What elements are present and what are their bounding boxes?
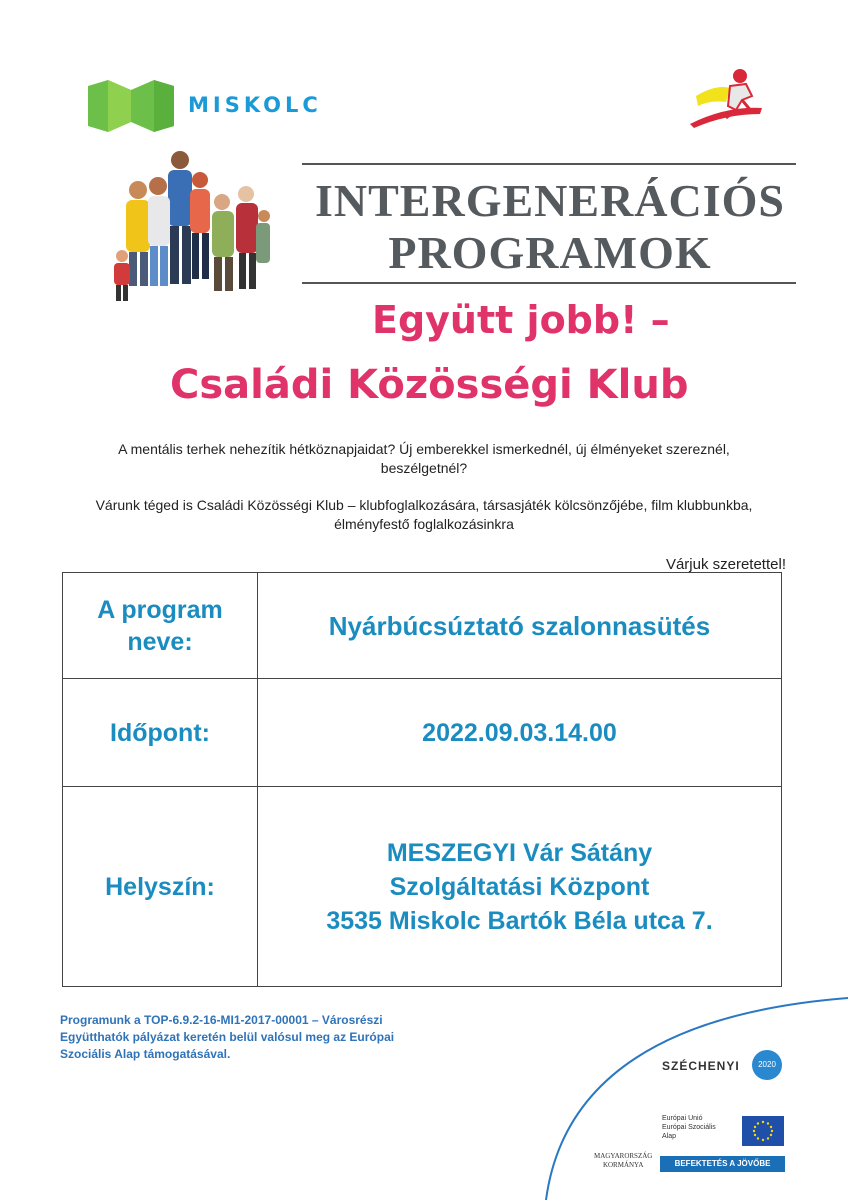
intro-paragraph-1-line-1: A mentális terhek nehezítik hétköznapjaidat? Új emberekkel ismerkednél, új élményeket szereznél, (118, 441, 730, 457)
program-name-label-line-2: neve: (127, 627, 193, 656)
date-label: Időpont: (63, 679, 258, 787)
footer-line-3: Szociális Alap támogatásával. (60, 1047, 231, 1061)
miskolc-logo-mark (86, 80, 176, 132)
family-illustration (104, 146, 272, 306)
eu-text-line-3: Alap (662, 1133, 677, 1140)
subtitle-line-1: Együtt jobb! – (372, 298, 670, 342)
footer-line-1: Programunk a TOP-6.9.2-16-MI1-2017-00001 – Városrészi (60, 1013, 383, 1027)
program-name-label (63, 573, 258, 679)
government-logo-text (594, 1152, 652, 1170)
subtitle-line-2: Családi Közösségi Klub (170, 362, 689, 408)
slogan-badge: BEFEKTETÉS A JÖVŐBE (660, 1156, 785, 1172)
eu-text-line-2: Európai Szociális (662, 1124, 716, 1131)
table-row (63, 787, 782, 987)
intro-paragraph-1-line-2: beszélgetnél? (380, 460, 468, 476)
gov-text-line-1: MAGYARORSZÁG (594, 1152, 653, 1160)
footer-line-2: Együtthatók pályázat keretén belül valósul meg az Európai (60, 1030, 395, 1044)
date-value: 2022.09.03.14.00 (258, 679, 782, 787)
location-label: Helyszín: (63, 787, 258, 987)
miskolc-logo-text: MISKOLC (188, 93, 322, 117)
program-name-label-line-1: A program (97, 595, 223, 624)
title-top-rule (302, 163, 796, 165)
title-line-2: PROGRAMOK (388, 227, 712, 278)
program-name-value: Nyárbúcsúztató szalonnasütés (258, 573, 782, 679)
location-value-line-2: Szolgáltatási Központ (389, 872, 650, 901)
eu-text-line-1: Európai Unió (662, 1115, 703, 1122)
gov-text-line-2: KORMÁNYA (602, 1161, 644, 1169)
eu-flag-icon (742, 1116, 784, 1146)
table-row (63, 573, 782, 679)
intro-paragraph-2 (60, 496, 788, 534)
title-bottom-rule (302, 282, 796, 284)
szechenyi-2020-badge: 2020 (752, 1050, 782, 1080)
intro-paragraph-2-line-1: Várunk téged is Családi Közösségi Klub – klubfoglalkozására, társasjáték kölcsönzőjébe, film klubbunkba, (95, 497, 753, 513)
club-logo-icon (686, 66, 766, 128)
closing-text: Várjuk szeretettel! (665, 556, 786, 573)
program-info-table (62, 572, 782, 987)
intro-paragraph-2-line-2: élményfestő foglalkozásinkra (334, 516, 514, 532)
szechenyi-logo-text: SZÉCHENYI (662, 1059, 740, 1073)
intro-paragraph-1 (60, 440, 788, 478)
location-value-line-3: 3535 Miskolc Bartók Béla utca 7. (326, 906, 713, 935)
eu-text (662, 1114, 716, 1141)
table-row (63, 679, 782, 787)
title-line-1: INTERGENERÁCIÓS (315, 175, 785, 226)
location-value (258, 787, 782, 987)
location-value-line-1: MESZEGYI Vár Sátány (386, 838, 653, 867)
footer-funding-text (60, 1012, 500, 1063)
